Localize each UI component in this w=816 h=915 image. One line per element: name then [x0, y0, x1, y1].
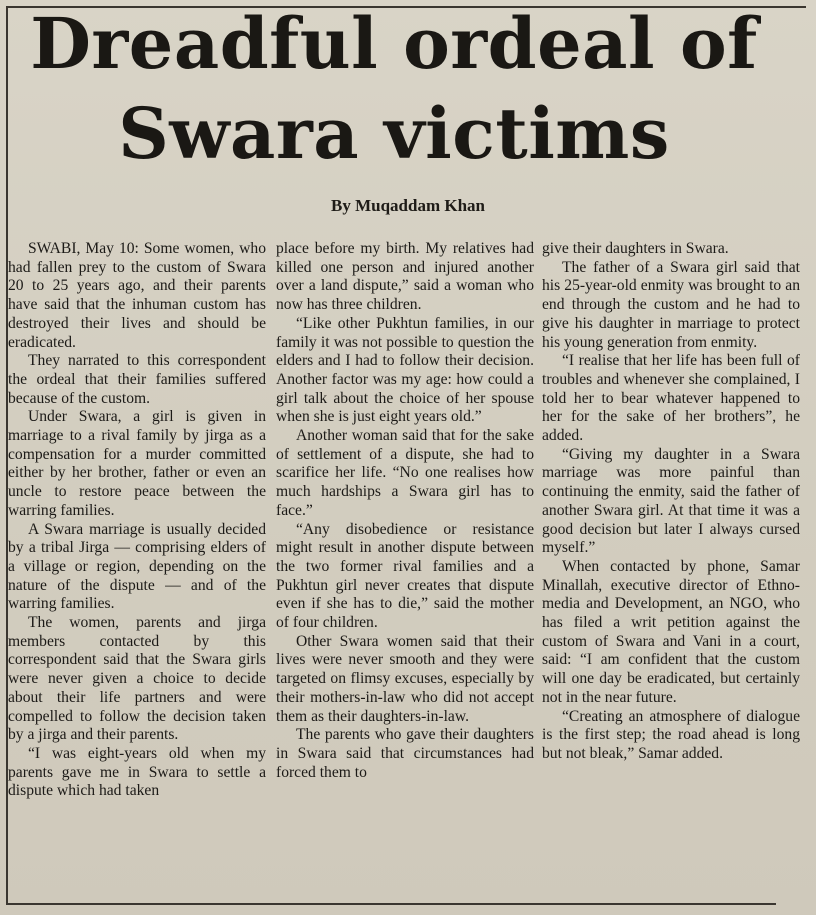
headline-line-1: Dreadful ordeal of: [30, 2, 758, 85]
headline-line-2: Swara victims: [118, 92, 670, 175]
paragraph: A Swara marriage is usually decided by a tribal Jirga — comprising elders of a village or region, depending on the nature of the dispute — and of the warring families.: [8, 520, 266, 613]
paragraph: The parents who gave their daughters in Swara said that circumstances had forced them to: [276, 726, 534, 781]
paragraph: SWABI, May 10: Some women, who had fallen prey to the custom of Swara 20 to 25 years ago, and their parents have said that the inhuman custom has destroyed their lives and should be eradicated.: [8, 240, 266, 351]
paragraph: “Like other Pukhtun families, in our family it was not possible to question the elders and I had to follow their decision. Another factor was my age: how could a girl talk about the choice of her spouse when she is just eight years old.”: [276, 314, 534, 426]
byline: By Muqaddam Khan: [331, 196, 485, 215]
border-rule-bottom: [6, 903, 776, 905]
paragraph: “Any disobedience or resistance might result in another dispute between the two former rival families and a Pukhtun girl never creates that dispute even if she has to die,” said the mother of four children.: [276, 520, 534, 632]
column-1: [8, 240, 266, 801]
paragraph: Under Swara, a girl is given in marriage to a rival family by jirga as a compensation for a murder committed either by her brother, father or even an uncle to restore peace between the warring families.: [8, 408, 266, 519]
article-body: [8, 240, 806, 902]
paragraph: They narrated to this correspondent the ordeal that their families suffered because of the custom.: [8, 352, 266, 407]
paragraph: give their daughters in Swara.: [542, 240, 729, 257]
paragraph: “Giving my daughter in a Swara marriage was more painful than continuing the enmity, said the father of another Swara girl. At that time it was a good decision but later I always cursed myself.”: [542, 445, 800, 557]
paragraph: The father of a Swara girl said that his 25-year-old enmity was brought to an end through the custom and he had to give his daughter in marriage to protect his young generation from enmity.: [542, 258, 800, 351]
paragraph: “I realise that her life has been full of troubles and whenever she complained, I told her to bear whatever happened to her for the sake of her brothers”, he added.: [542, 352, 800, 445]
column-2: [276, 240, 534, 782]
paragraph: Another woman said that for the sake of settlement of a dispute, she had to scarifice her life. “No one realises how much hardships a Swara girl has to face.”: [276, 427, 534, 519]
paragraph: Other Swara women said that their lives were never smooth and they were targeted on flimsy excuses, especially by their mothers-in-law who did not accept them as their daughters-in-law.: [276, 632, 534, 725]
paragraph: When contacted by phone, Samar Minallah, executive director of Ethno-media and Development, an NGO, who has filed a writ petition against the custom of Swara and Vani in a court, said: “I am confident that the custom will one day be eradicated, but certainly not in the near future.: [542, 557, 800, 706]
paragraph: “I was eight-years old when my parents gave me in Swara to settle a dispute which had taken: [8, 744, 266, 800]
column-3: [542, 240, 800, 764]
paragraph: place before my birth. My relatives had killed one person and injured another over a land dispute,” said a woman who now has three children.: [276, 240, 534, 314]
paragraph: “Creating an atmosphere of dialogue is the first step; the road ahead is long but not bleak,” Samar added.: [542, 707, 800, 762]
paragraph: The women, parents and jirga members contacted by this correspondent said that the Swara girls were never given a choice to decide about their life partners and were compelled to follow the decision taken by a jirga and their parents.: [8, 614, 266, 744]
